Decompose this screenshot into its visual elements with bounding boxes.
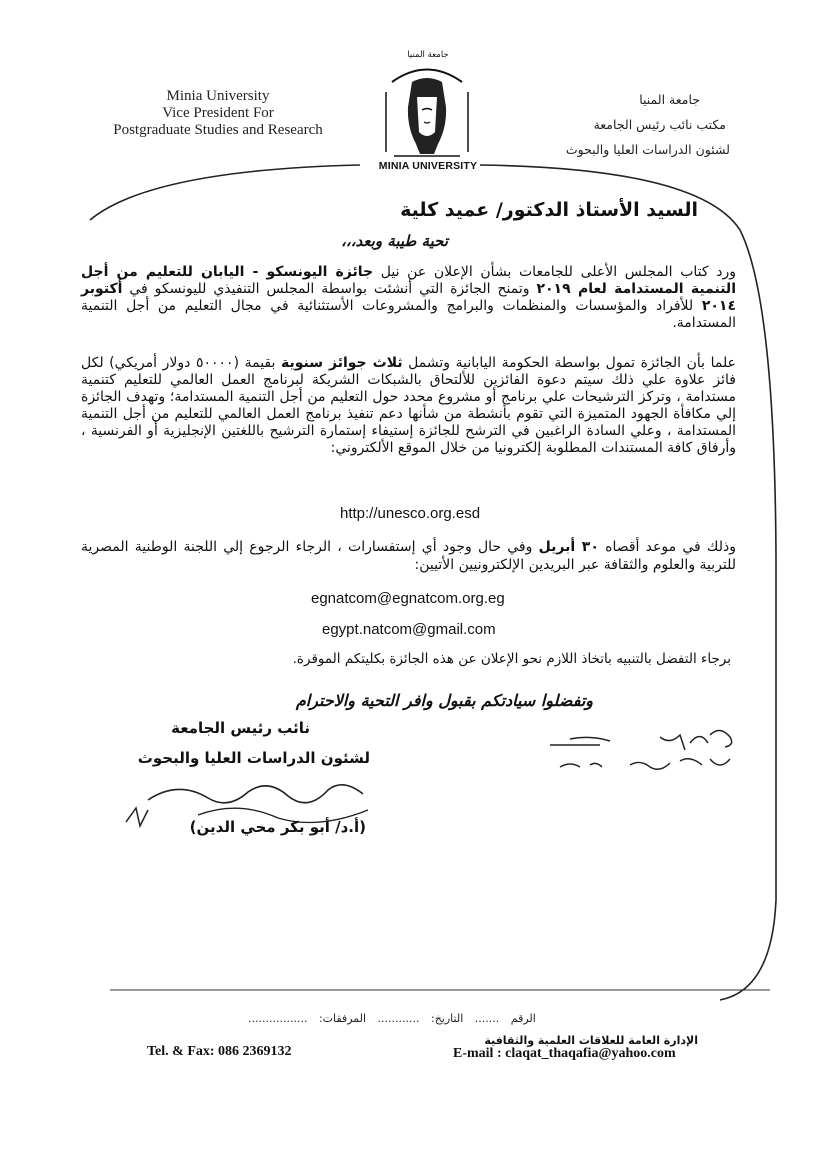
p2-part-a: علما بأن الجائزة تمول بواسطة الحكومة اليابانية وتشمل [402,355,736,371]
p3-part-a: وذلك في موعد أقصاه [598,539,736,555]
header-arabic [510,87,730,162]
footer-date-label: التاريخ: [431,1012,464,1025]
p3-part-c: وفي حال وجود أي إستفسارات ، الرجاء الرجوع إلي اللجنة الوطنية المصرية للتربية والعلوم والثقافة عبر البريدين الإلكترونيين الأتيين: [81,539,736,573]
paragraph-4: برجاء التفضل بالتنبيه باتخاذ اللازم نحو الإعلان عن هذه الجائزة بكليتكم الموقرة. [292,651,731,667]
closing-line: وتفضلوا سيادتكم بقبول وافر التحية والاحترام [295,691,593,710]
p2-awards: ثلاث جوائز سنوية [280,355,403,371]
university-logo-icon [372,52,482,174]
paragraph-2 [81,355,736,457]
p3-deadline: ٣٠ أبريل [538,539,599,555]
header-english [88,88,348,139]
p2-part-c: بقيمة (٥٠٠٠٠ دولار أمريكي) لكل فائز علاوة علي ذلك سيتم دعوة الفائزين للألتحاق بالشبكات الشريكة لبرنامج العمل العالمي للتعليم كتنمية مستدامة ، وتركز الترشيحات علي برنامج أو مشروع محدد حول التعليم من أجل التنمية المستدامة؛ وتهدف الجائزة إلي مكافأة الجهود المتميزة التي تقوم بأنشطة من شأنها دعم تنفيذ برنامج العمل العالمي للتعليم من أجل التنمية المستدامة ، وعلي السادة الراغبين في الترشح للجائزة إستيفاء إستمارة الترشيح باللغتين الإنجليزية أو الفرنسية ، وأرفاق كافة المستندات المطلوبة إلكترونيا من خلال الموقع الألكتروني: [81,355,736,456]
handwritten-note-icon [530,715,750,785]
footer-ref-dots: ....... [474,1012,500,1025]
header-en-line-1: Minia University [166,88,270,104]
footer-ref-label: الرقم [510,1012,536,1025]
footer-attachments-label: المرفقات: [318,1012,367,1025]
logo-text: MINIA UNIVERSITY [378,160,478,172]
email-link-1[interactable]: egnatcom@egnatcom.org.eg [311,590,505,607]
p1-part-e: للأفراد والمؤسسات والمنظمات والبرامج والمشروعات الأستثنائية في مجال التعليم من أجل التنمية المستدامة. [81,298,736,331]
header-en-line-3: Postgraduate Studies and Research [113,122,323,138]
greeting: تحية طيبة وبعد،،، [341,232,448,250]
header-en-line-2: Vice President For [162,105,274,121]
p1-part-c: وتمنح الجائزة التي أنشئت بواسطة المجلس التنفيذي لليونسكو في [122,281,537,297]
paragraph-1 [81,264,736,332]
signatory-title-1: نائب رئيس الجامعة [171,719,310,737]
footer-department: الإدارة العامة للعلاقات العلمية والثقافية [484,1034,698,1047]
footer-phone: Tel. & Fax: 086 2369132 [147,1044,292,1059]
signatory-name: (أ.د/ أبو بكر محي الدين) [189,818,366,836]
signatory-title-2: لشئون الدراسات العليا والبحوث [137,749,370,767]
footer-date-dots: ............ [377,1012,420,1025]
paragraph-3 [81,538,736,574]
p1-part-a: ورد كتاب المجلس الأعلى للجامعات بشأن الإعلان عن نيل [373,264,736,280]
header-ar-line-1: جامعة المنيا [639,92,700,107]
p1-date: أكتوبر ٢٠١٤ [81,281,736,314]
email-link-2[interactable]: egypt.natcom@gmail.com [322,621,496,638]
header-ar-line-3: لشئون الدراسات العليا والبحوث [565,142,730,157]
footer-reference-line [240,1012,536,1025]
header-ar-line-2: مكتب نائب رئيس الجامعة [593,117,726,132]
logo-arabic-text: جامعة المنيا [407,50,449,60]
footer-attachments-dots: ................. [248,1012,308,1025]
footer-email[interactable]: E-mail : claqat_thaqafia@yahoo.com [453,1046,676,1061]
website-link[interactable]: http://unesco.org.esd [340,505,481,522]
salutation: السيد الأستاذ الدكتور/ عميد كلية [400,199,698,221]
p1-award-name: جائزة اليونسكو - اليابان للتعليم من أجل التنمية المستدامة لعام ٢٠١٩ [81,264,736,297]
